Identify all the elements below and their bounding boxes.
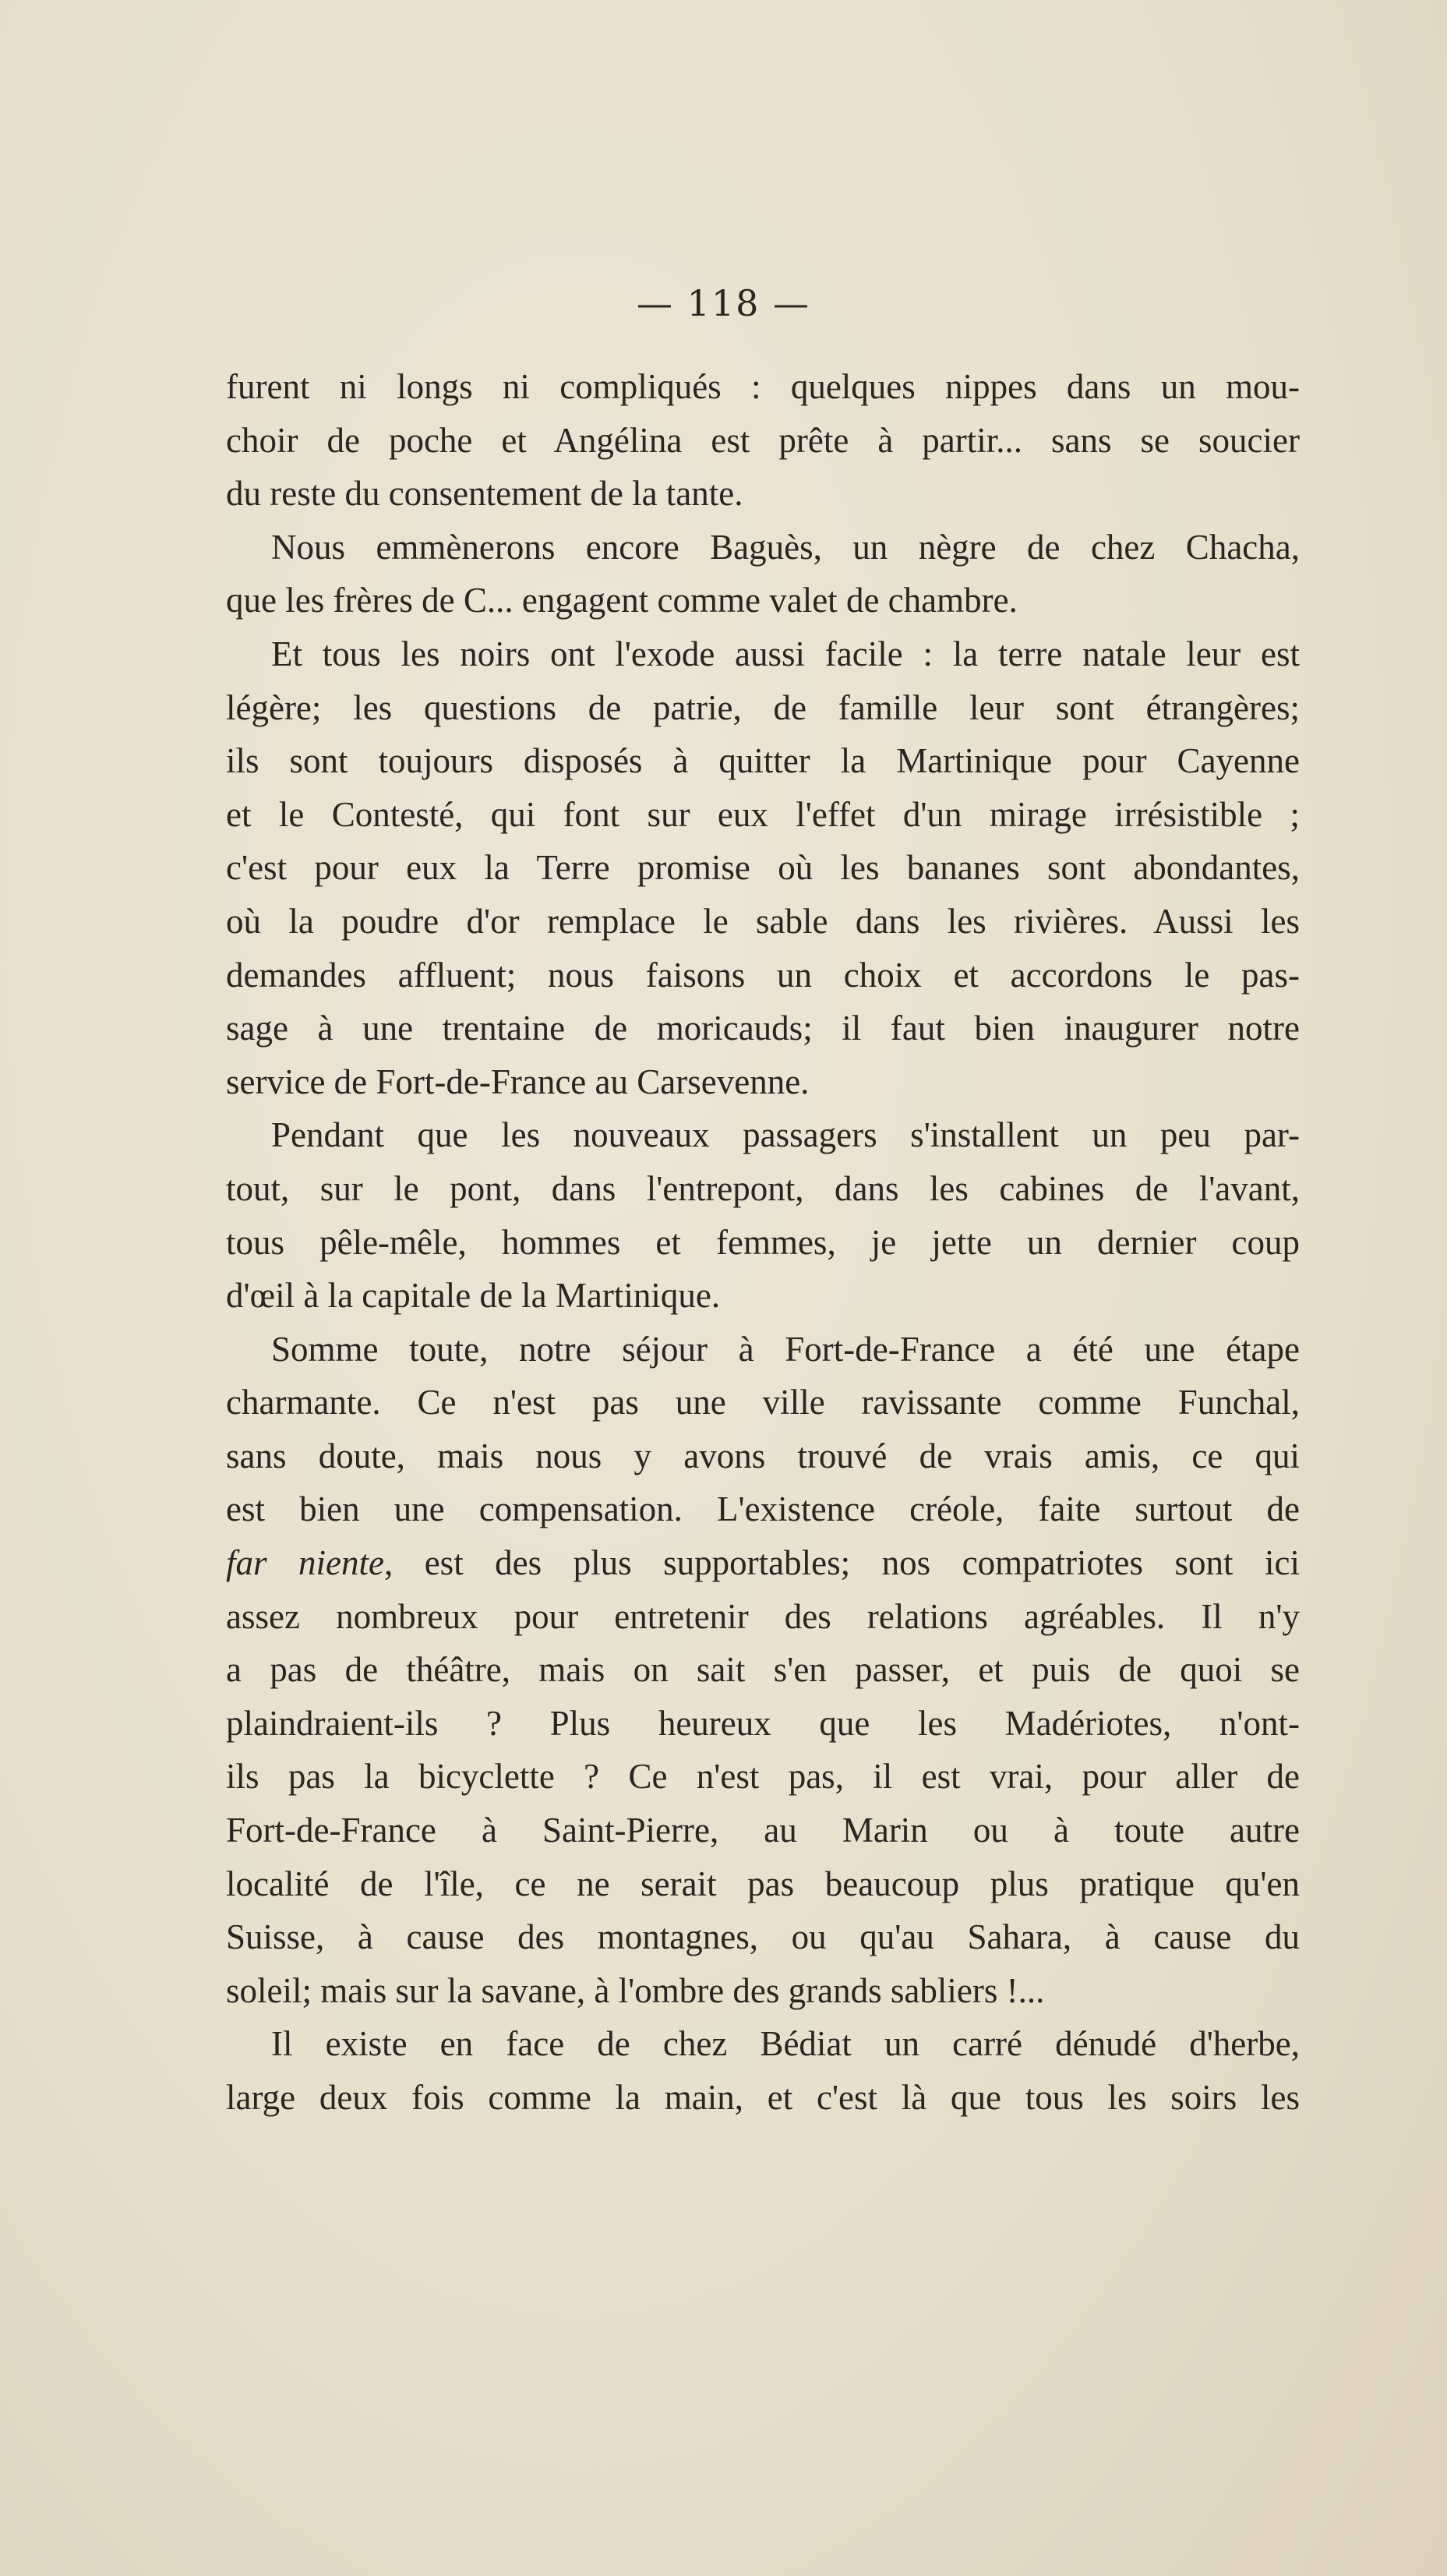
text-line: charmante. Ce n'est pas une ville ravissante comme Funchal, (226, 1383, 1300, 1422)
text-line: Suisse, à cause des montagnes, ou qu'au Sahara, à cause du (226, 1917, 1300, 1957)
text-line: que les frères de C... engagent comme valet de chambre. (226, 581, 1018, 620)
text-line: Et tous les noirs ont l'exode aussi facile : la terre natale leur est (271, 634, 1300, 673)
text-line: Fort-de-France à Saint-Pierre, au Marin ou à toute autre (226, 1811, 1300, 1850)
text-line: Il existe en face de chez Bédiat un carré dénudé d'herbe, (271, 2024, 1300, 2064)
text-line: assez nombreux pour entretenir des relations agréables. Il n'y (226, 1596, 1300, 1636)
text-line: demandes affluent; nous faisons un choix et accordons le pas- (226, 955, 1300, 995)
paragraph (226, 627, 1300, 1108)
text-line: localité de l'île, ce ne serait pas beaucoup plus pratique qu'en (226, 1864, 1300, 1903)
text-line: Pendant que les nouveaux passagers s'installent un peu par- (271, 1115, 1300, 1155)
text-line: sans doute, mais nous y avons trouvé de vrais amis, ce qui (226, 1436, 1300, 1475)
text-line: est bien une compensation. L'existence créole, faite surtout de (226, 1489, 1300, 1529)
paragraph (226, 360, 1300, 521)
text-line: soleil; mais sur la savane, à l'ombre des grands sabliers !... (226, 1970, 1045, 2010)
text-line: c'est pour eux la Terre promise où les bananes sont abondantes, (226, 848, 1300, 888)
text-line: service de Fort-de-France au Carsevenne. (226, 1062, 810, 1101)
text-line: légère; les questions de patrie, de famille leur sont étrangères; (226, 687, 1300, 727)
text-line: plaindraient-ils ? Plus heureux que les Madériotes, n'ont- (226, 1703, 1300, 1743)
page-number: — 118 — (636, 282, 811, 324)
text-line: choir de poche et Angélina est prête à partir... sans se soucier (226, 420, 1300, 460)
text-line: far niente, est des plus supportables; nos compatriotes sont ici (226, 1543, 1301, 1583)
text-line: sage à une trentaine de moricauds; il faut bien inaugurer notre (226, 1009, 1300, 1048)
text-line: où la poudre d'or remplace le sable dans les rivières. Aussi les (226, 901, 1300, 941)
text-line: et le Contesté, qui font sur eux l'effet d'un mirage irrésistible ; (226, 794, 1300, 834)
text-line: du reste du consentement de la tante. (226, 474, 743, 514)
text-line: d'œil à la capitale de la Martinique. (226, 1276, 721, 1316)
text-line: Nous emmènerons encore Baguès, un nègre de chez Chacha, (271, 527, 1300, 567)
paragraph (226, 1323, 1300, 2018)
text-line: ils pas la bicyclette ? Ce n'est pas, il est vrai, pour aller de (226, 1757, 1300, 1797)
text-line: tout, sur le pont, dans l'entrepont, dans les cabines de l'avant, (226, 1168, 1300, 1208)
paragraph (226, 1108, 1300, 1322)
paragraph (226, 2017, 1300, 2124)
text-line: large deux fois comme la main, et c'est là que tous les soirs les (226, 2078, 1300, 2117)
body-text (226, 360, 1300, 2125)
paragraph (226, 521, 1300, 627)
text-line: furent ni longs ni compliqués : quelques nippes dans un mou- (226, 367, 1300, 406)
text-line: Somme toute, notre séjour à Fort-de-France a été une étape (271, 1329, 1300, 1369)
text-line: a pas de théâtre, mais on sait s'en passer, et puis de quoi se (226, 1650, 1300, 1690)
text-line: tous pêle-mêle, hommes et femmes, je jette un dernier coup (226, 1222, 1300, 1262)
text-line: ils sont toujours disposés à quitter la Martinique pour Cayenne (226, 741, 1300, 781)
